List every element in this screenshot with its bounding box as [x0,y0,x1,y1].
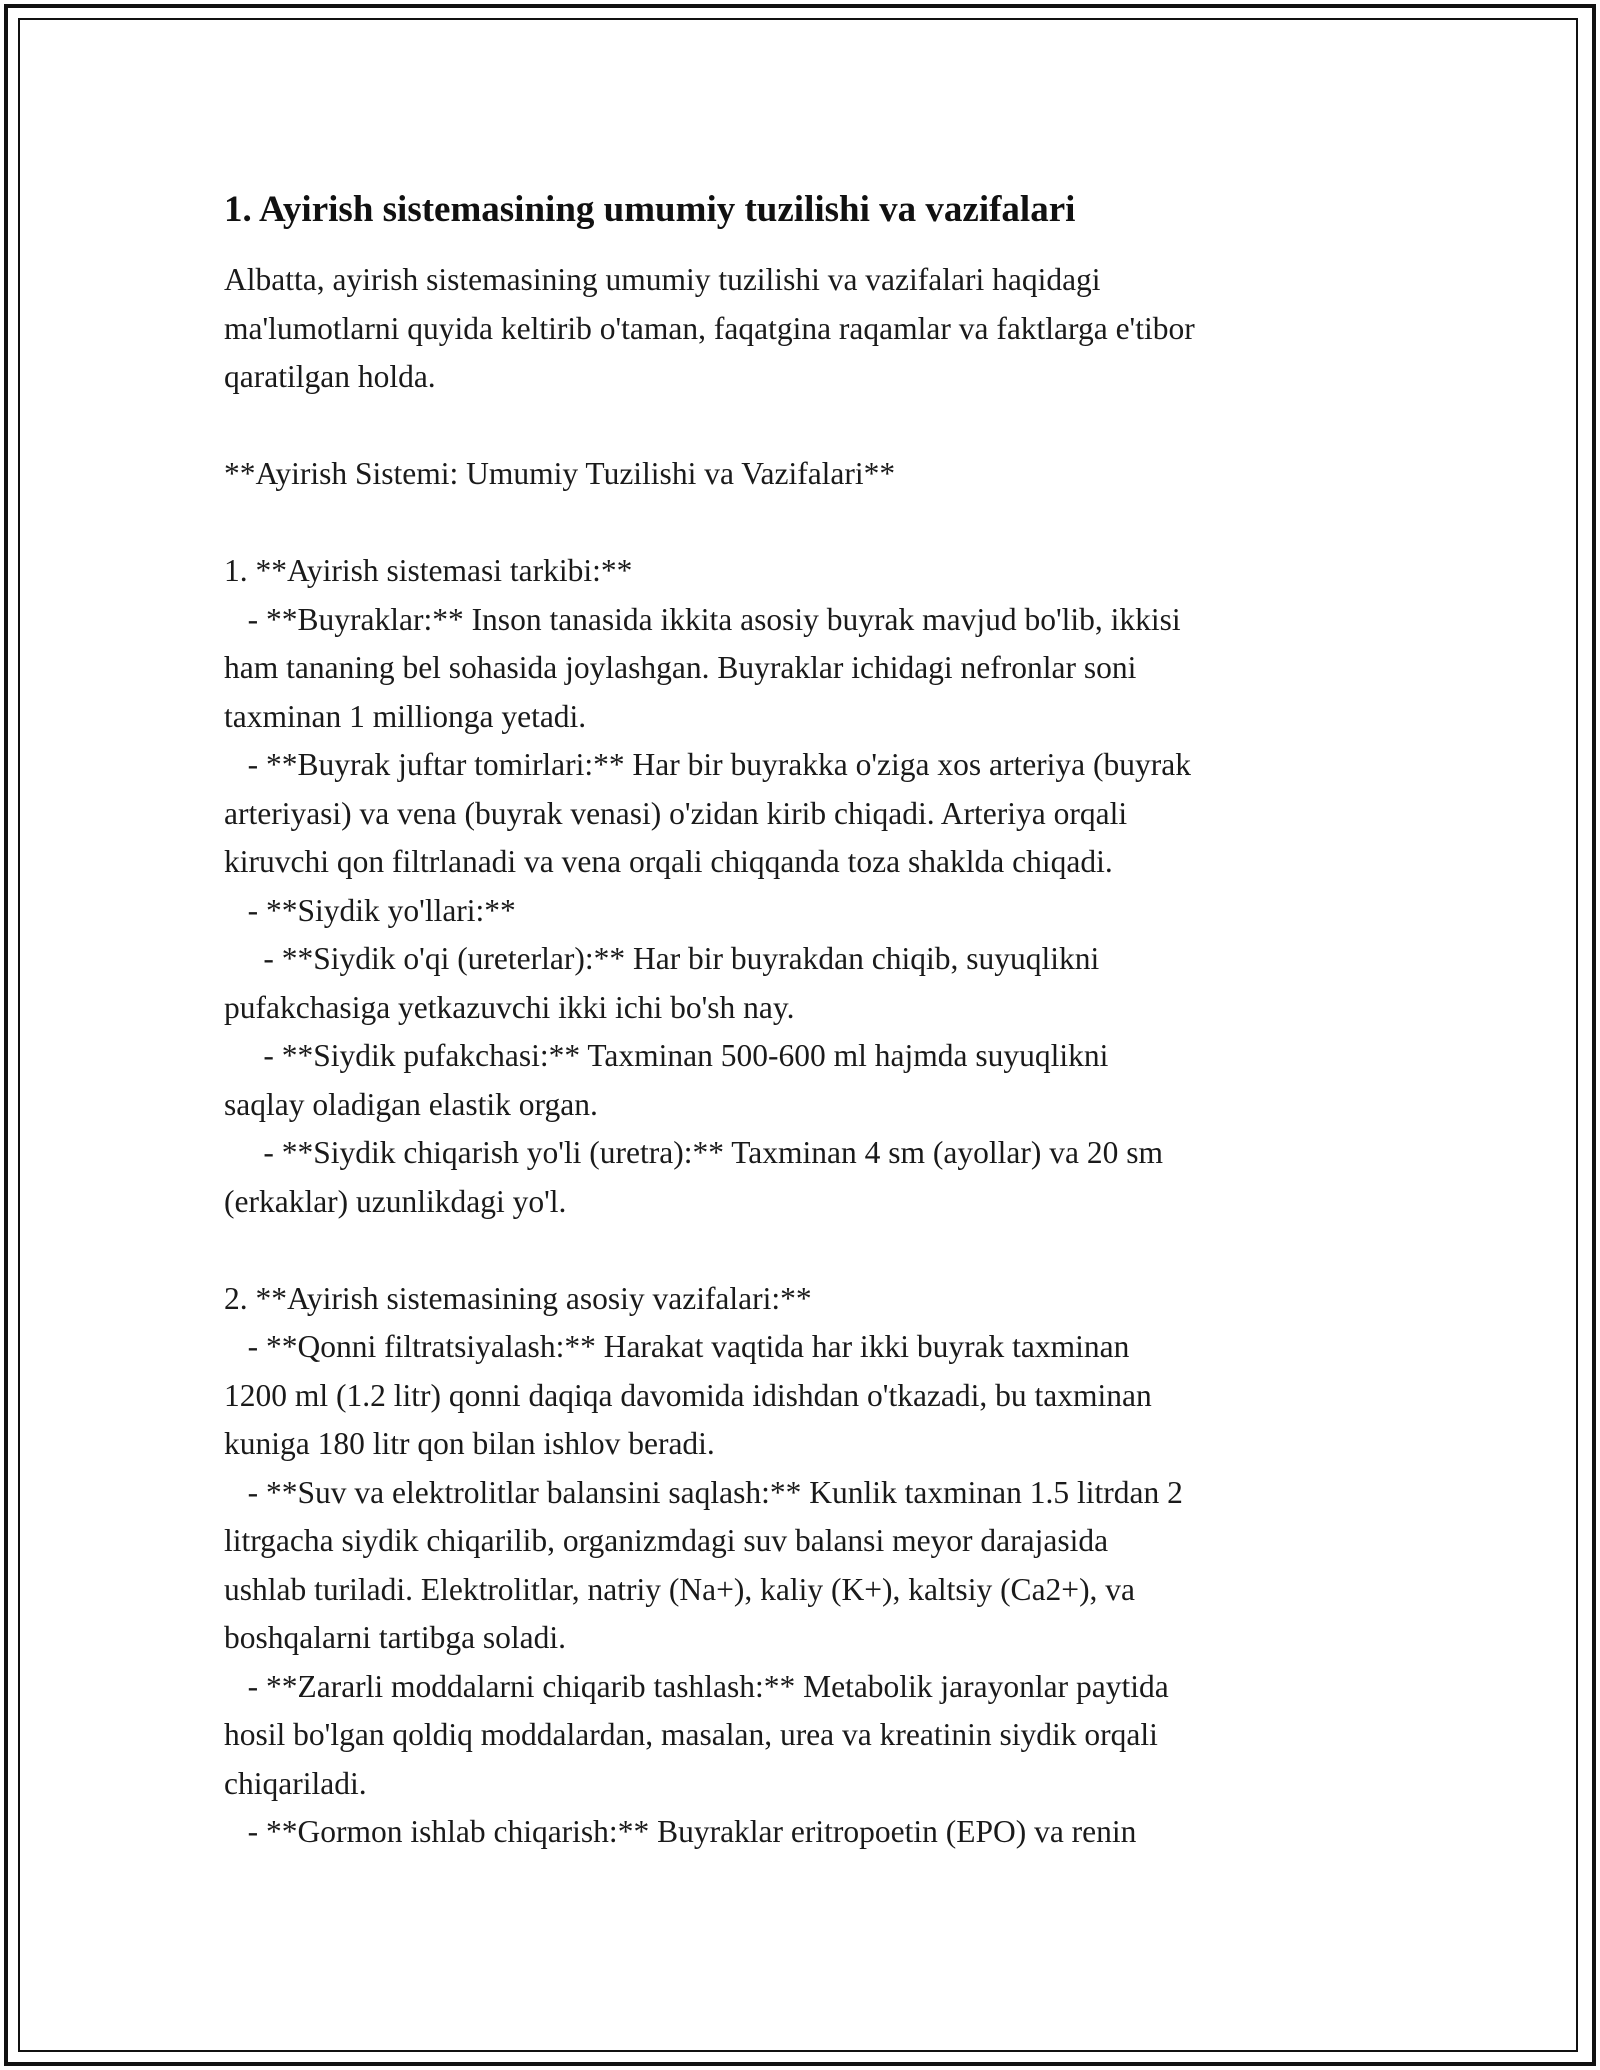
text-line: - **Gormon ishlab chiqarish:** Buyraklar eritropoetin (EPO) va renin [224,1814,1137,1849]
page-title: 1. Ayirish sistemasining umumiy tuzilishi va vazifalari [224,189,1076,230]
blank-line [224,402,1374,451]
text-line: hosil bo'lgan qoldiq moddalardan, masalan, urea va kreatinin siydik orqali [224,1717,1158,1752]
text-line: arteriyasi) va vena (buyrak venasi) o'zidan kirib chiqadi. Arteriya orqali [224,795,1128,831]
text-line: - **Buyrak juftar tomirlari:** Har bir buyrakka o'ziga xos arteriya (buyrak [224,747,1191,782]
text-line: **Ayirish Sistemi: Umumiy Tuzilishi va Vazifalari** [224,456,896,491]
text-line: chiqariladi. [224,1765,367,1801]
text-line: - **Siydik pufakchasi:** Taxminan 500-600 ml hajmda suyuqlikni [224,1038,1109,1073]
blank-line [224,499,1374,548]
text-line: 1200 ml (1.2 litr) qonni daqiqa davomida idishdan o'tkazadi, bu taxminan [224,1377,1152,1413]
text-line: 2. **Ayirish sistemasining asosiy vazifalari:** [224,1280,812,1316]
text-line: kuniga 180 litr qon bilan ishlov beradi. [224,1426,715,1461]
document-body [224,186,1374,1857]
text-line: - **Qonni filtratsiyalash:** Harakat vaqtida har ikki buyrak taxminan [224,1329,1130,1364]
text-line: litrgacha siydik chiqarilib, organizmdagi suv balansi meyor darajasida [224,1523,1109,1558]
document-text [224,256,1374,1857]
text-line: - **Siydik o'qi (ureterlar):** Har bir buyrakdan chiqib, suyuqlikni [224,941,1100,976]
text-line: qaratilgan holda. [224,359,436,394]
blank-line [224,1226,1374,1275]
text-line: ham tananing bel sohasida joylashgan. Buyraklar ichidagi nefronlar soni [224,650,1137,685]
text-line: - **Suv va elektrolitlar balansini saqlash:** Kunlik taxminan 1.5 litrdan 2 [224,1474,1183,1510]
text-line: kiruvchi qon filtrlanadi va vena orqali chiqqanda toza shaklda chiqadi. [224,844,1113,879]
text-line: - **Siydik chiqarish yo'li (uretra):** Taxminan 4 sm (ayollar) va 20 sm [224,1135,1163,1170]
text-line: - **Siydik yo'llari:** [224,892,516,928]
text-line: - **Zararli moddalarni chiqarib tashlash:** Metabolik jarayonlar paytida [224,1668,1169,1704]
text-line: ushlab turiladi. Elektrolitlar, natriy (Na+), kaliy (K+), kaltsiy (Ca2+), va [224,1571,1136,1607]
text-line: saqlay oladigan elastik organ. [224,1086,598,1122]
text-line: Albatta, ayirish sistemasining umumiy tuzilishi va vazifalari haqidagi [224,262,1101,297]
text-line: - **Buyraklar:** Inson tanasida ikkita asosiy buyrak mavjud bo'lib, ikkisi [224,601,1181,637]
text-line: ma'lumotlarni quyida keltirib o'taman, faqatgina raqamlar va faktlarga e'tibor [224,310,1195,346]
text-line: taxminan 1 millionga yetadi. [224,698,587,734]
text-line: 1. **Ayirish sistemasi tarkibi:** [224,553,633,588]
text-line: pufakchasiga yetkazuvchi ikki ichi bo'sh nay. [224,989,795,1025]
text-line: boshqalarni tartibga soladi. [224,1620,567,1655]
text-line: (erkaklar) uzunlikdagi yo'l. [224,1183,567,1219]
